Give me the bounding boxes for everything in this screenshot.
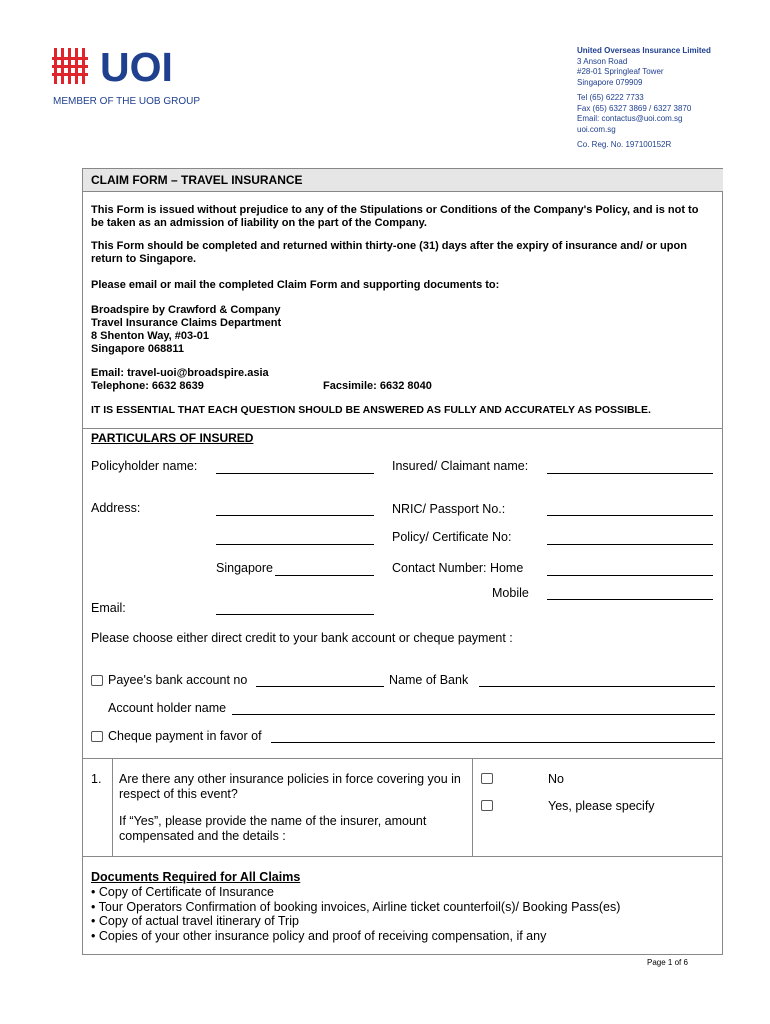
email-label: Email: [91, 601, 126, 615]
address-line: #28-01 Springleaf Tower [577, 67, 664, 76]
contact-home-field[interactable] [547, 575, 713, 576]
claims-email: Email: travel-uoi@broadspire.asia [91, 367, 269, 379]
mail-line: Travel Insurance Claims Department [91, 317, 282, 329]
disclaimer-paragraph: This Form is issued without prejudice to any of the Stipulations or Conditions of the Company's Policy, and is not to be taken as an admission of liability on the part of the Company. [91, 204, 699, 229]
question-text: Are there any other insurance policies in force covering you in respect of this event? [119, 772, 461, 801]
cheque-payment-label: Cheque payment in favor of [108, 729, 262, 743]
particulars-heading: PARTICULARS OF INSURED [91, 431, 254, 445]
mail-line: Singapore 068811 [91, 343, 184, 355]
question-followup: If “Yes”, please provide the name of the insurer, amount compensated and the details : [119, 814, 427, 843]
contact-line: Tel (65) 6222 7733 [577, 93, 644, 102]
policyholder-name-label: Policyholder name: [91, 459, 198, 473]
address-label: Address: [91, 501, 141, 515]
mobile-label: Mobile [492, 586, 529, 600]
nric-passport-field[interactable] [547, 515, 713, 516]
payee-bank-label: Payee's bank account no [108, 673, 248, 687]
company-name: United Overseas Insurance Limited [577, 46, 711, 55]
address-field-line2[interactable] [216, 544, 374, 545]
yes-checkbox[interactable] [481, 800, 493, 811]
logo-text: UOI [100, 44, 173, 90]
documents-list [91, 885, 620, 943]
cheque-payee-field[interactable] [271, 742, 715, 743]
divider [83, 428, 723, 429]
mail-line: 8 Shenton Way, #03-01 [91, 330, 209, 342]
list-item: • Tour Operators Confirmation of booking invoices, Airline ticket counterfoil(s)/ Booking Pass(es) [91, 899, 621, 914]
postal-code-field[interactable] [275, 575, 374, 576]
nric-passport-label: NRIC/ Passport No.: [392, 502, 506, 516]
divider [83, 856, 723, 857]
payee-bank-checkbox[interactable] [91, 675, 103, 686]
policy-certificate-field[interactable] [547, 544, 713, 545]
account-holder-field[interactable] [232, 714, 715, 715]
policyholder-name-field[interactable] [216, 473, 374, 474]
list-item: • Copy of actual travel itinerary of Trip [91, 914, 299, 928]
question-number: 1. [91, 772, 102, 786]
uoi-logo [52, 48, 100, 93]
contact-line: Email: contactus@uoi.com.sg [577, 114, 683, 123]
essential-notice: IT IS ESSENTIAL THAT EACH QUESTION SHOULD BE ANSWERED AS FULLY AND ACCURATELY AS POSSIBLE. [91, 404, 651, 416]
co-reg: Co. Reg. No. 197100152R [577, 140, 672, 149]
yes-label: Yes, please specify [548, 799, 655, 813]
page-number: Page 1 of 6 [647, 958, 688, 967]
deadline-paragraph: This Form should be completed and returned within thirty-one (31) days after the expiry of insurance and/ or upon return to Singapore. [91, 240, 687, 265]
list-item: • Copies of your other insurance policy and proof of receiving compensation, if any [91, 928, 547, 943]
address-line: 3 Anson Road [577, 56, 628, 66]
mail-line: Broadspire by Crawford & Company [91, 304, 281, 316]
singapore-label: Singapore [216, 561, 273, 575]
email-field[interactable] [216, 614, 374, 615]
policy-certificate-label: Policy/ Certificate No: [392, 530, 512, 544]
member-text: MEMBER OF THE UOB GROUP [53, 96, 201, 107]
submission-paragraph: Please email or mail the completed Claim Form and supporting documents to: [91, 279, 500, 291]
bank-account-field[interactable] [256, 686, 384, 687]
address-line: Singapore 079909 [577, 77, 643, 87]
cheque-payment-checkbox[interactable] [91, 731, 103, 742]
uob-mark-icon [52, 48, 100, 88]
claims-telephone: Telephone: 6632 8639 [91, 380, 204, 392]
column-divider [112, 758, 113, 856]
list-item: • Copy of Certificate of Insurance [91, 885, 274, 899]
contact-line: Fax (65) 6327 3869 / 6327 3870 [577, 103, 692, 113]
address-field-line1[interactable] [216, 515, 374, 516]
column-divider [472, 758, 473, 856]
no-checkbox[interactable] [481, 773, 493, 784]
name-of-bank-label: Name of Bank [389, 673, 469, 687]
documents-heading: Documents Required for All Claims [91, 870, 301, 884]
claimant-name-field[interactable] [547, 473, 713, 474]
payment-choice-text: Please choose either direct credit to your bank account or cheque payment : [91, 631, 513, 645]
name-of-bank-field[interactable] [479, 686, 715, 687]
account-holder-label: Account holder name [108, 701, 227, 715]
claimant-name-label: Insured/ Claimant name: [392, 459, 529, 473]
mailing-address [91, 304, 281, 356]
contact-line: uoi.com.sg [577, 124, 616, 134]
form-title: CLAIM FORM – TRAVEL INSURANCE [91, 173, 303, 187]
mobile-field[interactable] [547, 599, 713, 600]
contact-home-label: Contact Number: Home [392, 561, 524, 575]
no-label: No [548, 772, 564, 786]
claims-facsimile: Facsimile: 6632 8040 [323, 380, 432, 392]
divider [83, 758, 723, 759]
company-address [577, 46, 757, 151]
